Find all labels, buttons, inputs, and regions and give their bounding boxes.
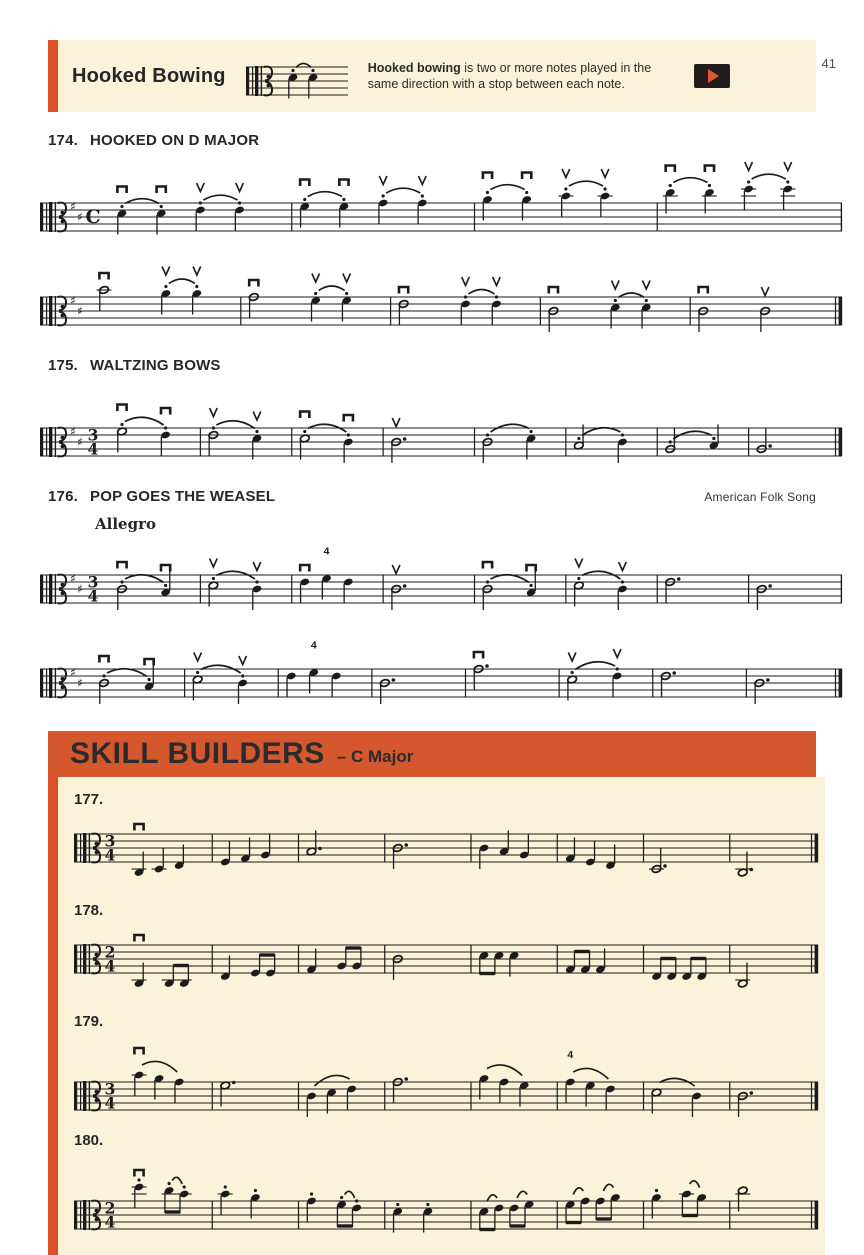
svg-text:4: 4: [104, 956, 116, 976]
exercise-175-heading: [48, 357, 816, 374]
exercise-176-heading: [48, 488, 816, 505]
svg-text:4: 4: [310, 639, 317, 652]
exercise-number: 175.: [48, 357, 78, 374]
skill-builders-title: SKILL BUILDERS: [70, 737, 325, 770]
exercise-number: 176.: [48, 488, 78, 505]
exercise-179-number: 179.: [74, 1013, 104, 1030]
svg-text:2: 2: [104, 1198, 116, 1218]
svg-text:4: 4: [323, 545, 330, 558]
skill-builders-subtitle: – C Major: [336, 747, 414, 766]
svg-text:♯: ♯: [70, 293, 76, 308]
svg-text:♯: ♯: [77, 582, 83, 596]
page-number: 41: [821, 56, 836, 71]
play-button[interactable]: [694, 64, 730, 88]
svg-text:4: 4: [567, 1049, 574, 1061]
svg-text:4: 4: [87, 439, 99, 459]
exercise-178-number: 178.: [74, 902, 104, 919]
lesson-title: Hooked Bowing: [72, 64, 226, 87]
svg-text:4: 4: [87, 586, 99, 606]
svg-text:♯: ♯: [70, 665, 76, 680]
svg-text:C: C: [85, 206, 101, 228]
svg-text:♯: ♯: [70, 424, 76, 439]
exercise-177-number: 177.: [74, 791, 104, 808]
svg-text:3: 3: [87, 425, 99, 445]
lesson-definition-box: [48, 40, 816, 112]
staff-system-176-line1: [38, 523, 844, 615]
exercise-180-number: 180.: [74, 1132, 104, 1149]
staff-system-174-line2: [38, 245, 844, 337]
skill-builders-panel: [48, 777, 825, 1255]
skill-builders-banner: [48, 731, 816, 777]
lesson-definition-text: [368, 60, 676, 93]
lesson-definition-rest: is two or more notes played in the same direction with a stop between each note.: [367, 60, 652, 91]
staff-system-179: [72, 1030, 820, 1122]
staff-system-178: [72, 919, 820, 1003]
staff-system-177: [72, 808, 820, 892]
svg-text:♯: ♯: [70, 571, 76, 586]
staff-system-176-line2: [38, 617, 844, 709]
svg-text:♯: ♯: [77, 304, 83, 318]
exercise-number: 174.: [48, 132, 78, 149]
svg-text:♯: ♯: [77, 435, 83, 449]
svg-text:3: 3: [104, 831, 116, 851]
svg-text:3: 3: [87, 572, 99, 592]
staff-system-174-line1: [38, 151, 844, 243]
exercise-title: POP GOES THE WEASEL: [90, 488, 276, 505]
staff-system-180: [72, 1149, 820, 1241]
svg-text:♯: ♯: [70, 199, 76, 214]
svg-text:4: 4: [104, 1212, 116, 1232]
lesson-term: Hooked bowing: [367, 60, 461, 75]
exercise-title: WALTZING BOWS: [90, 357, 221, 374]
svg-text:3: 3: [104, 1079, 116, 1099]
play-triangle-icon: [708, 69, 719, 83]
staff-system-175: [38, 376, 844, 468]
exercise-174-heading: [48, 132, 816, 149]
notation-example-staff: [244, 43, 350, 109]
svg-text:4: 4: [104, 1093, 116, 1113]
svg-text:4: 4: [104, 845, 116, 865]
svg-text:2: 2: [104, 942, 116, 962]
svg-text:♯: ♯: [77, 210, 83, 224]
svg-text:♯: ♯: [77, 676, 83, 690]
song-credit: American Folk Song: [704, 490, 816, 504]
tempo-marking: Allegro: [95, 515, 156, 533]
book-page: [0, 40, 864, 1232]
exercise-title: HOOKED ON D MAJOR: [90, 132, 260, 149]
